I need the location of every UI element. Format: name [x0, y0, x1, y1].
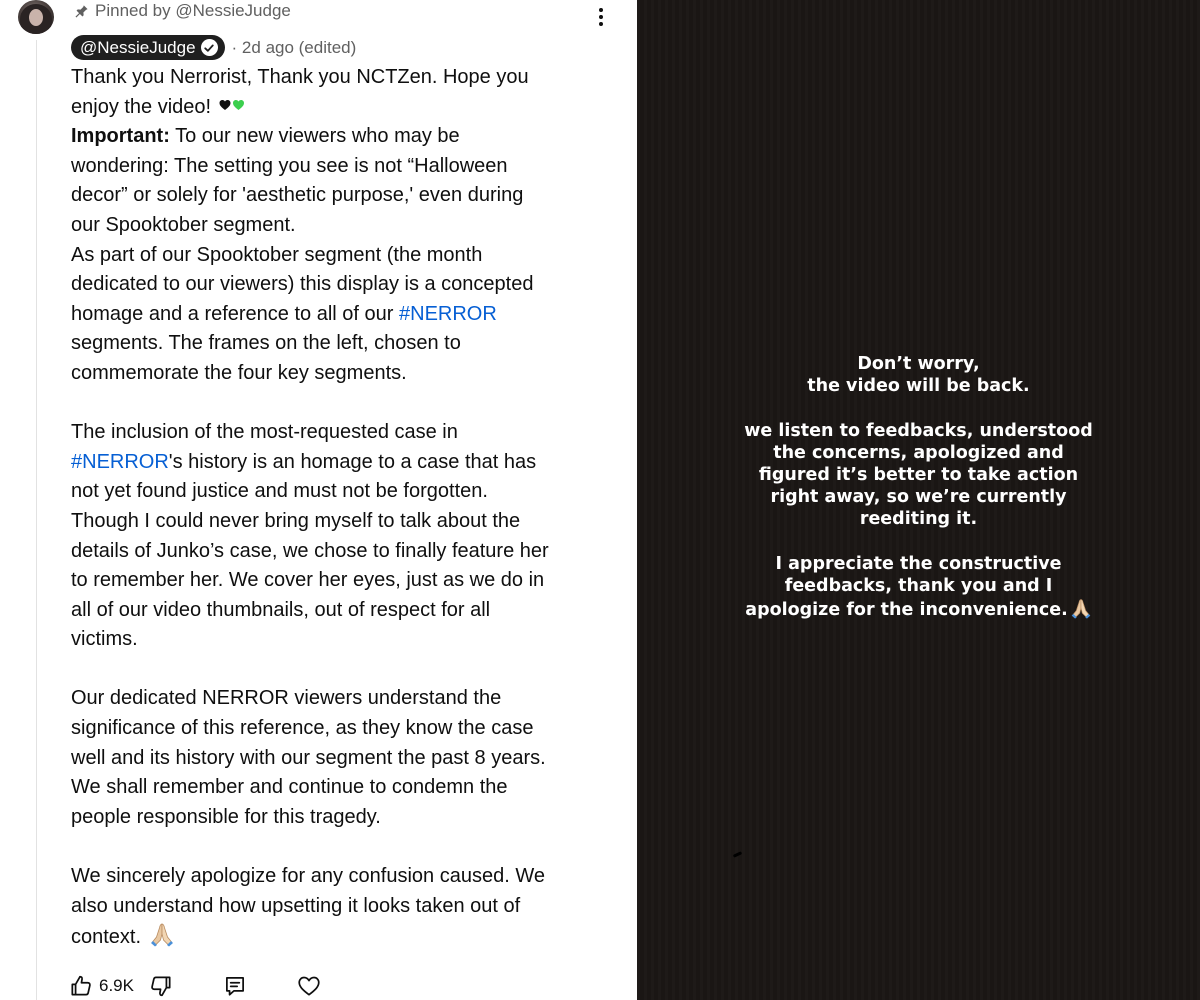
comment-line	[71, 93, 611, 123]
comment-line	[71, 596, 611, 626]
comment-line	[71, 329, 611, 359]
comment-line	[71, 803, 611, 833]
comment-line	[71, 773, 611, 803]
text-segment: context.	[71, 926, 147, 949]
story-line: right away, so we’re currently	[770, 487, 1067, 508]
text-segment: commemorate the four key segments.	[71, 361, 407, 384]
pin-icon	[74, 4, 89, 19]
story-panel	[637, 0, 1200, 1000]
comment-line	[71, 152, 611, 182]
reply-button[interactable]	[222, 973, 248, 999]
author-row	[71, 35, 356, 60]
text-segment: The inclusion of the most-requested case in	[71, 421, 458, 444]
comment-line	[71, 684, 611, 714]
text-segment: enjoy the video!	[71, 95, 217, 118]
comment-line	[71, 921, 611, 951]
verified-check-icon	[201, 39, 218, 56]
text-segment: significance of this reference, as they know the case	[71, 717, 534, 740]
comment-line	[71, 418, 611, 448]
hashtag-link[interactable]: #NERROR	[399, 302, 497, 325]
text-segment: We shall remember and continue to condemn the	[71, 776, 508, 799]
text-segment: our Spooktober segment.	[71, 213, 296, 236]
comment-line	[71, 359, 611, 389]
text-segment: people responsible for this tragedy.	[71, 805, 381, 828]
text-segment: wondering: The setting you see is not “Halloween	[71, 154, 508, 177]
blank-line	[71, 389, 611, 419]
folded-hands-icon	[1070, 597, 1092, 619]
comment-line	[71, 181, 611, 211]
comment-line	[71, 625, 611, 655]
comment-line	[71, 507, 611, 537]
blank-line	[637, 397, 1200, 419]
thread-line	[36, 40, 37, 1000]
comment-line	[71, 241, 611, 271]
text-segment: to remember her. We cover her eyes, just as we do in	[71, 569, 545, 592]
story-line: reediting it.	[859, 509, 978, 530]
story-line: the video will be back.	[807, 376, 1030, 397]
heart-icon	[296, 973, 322, 999]
author-name: @NessieJudge	[80, 37, 196, 57]
comment-line	[71, 566, 611, 596]
text-segment: dedicated to our viewers) this display is a concepted	[71, 273, 534, 296]
story-line: I appreciate the constructive	[775, 553, 1062, 574]
author-chip[interactable]	[71, 35, 225, 60]
comment-line	[71, 744, 611, 774]
text-segment: We sincerely apologize for any confusion caused. We	[71, 865, 545, 888]
story-line: Don’t worry,	[857, 354, 980, 374]
comment-line	[71, 862, 611, 892]
comment-line	[71, 211, 611, 241]
comment-line	[71, 63, 611, 93]
text-segment: homage and a reference to all of our	[71, 302, 399, 325]
text-segment: Though I could never bring myself to talk about the	[71, 509, 521, 532]
comment-line	[71, 122, 611, 152]
text-segment: decor” or solely for 'aesthetic purpose,' even during	[71, 184, 524, 207]
pinned-indicator	[74, 0, 291, 22]
blank-line	[637, 531, 1200, 553]
bold-text: Important:	[71, 125, 170, 148]
text-segment: also understand how upsetting it looks taken out of	[71, 894, 521, 917]
folded-hands-icon	[149, 921, 175, 947]
text-segment: As part of our Spooktober segment (the month	[71, 243, 483, 266]
heart-button[interactable]	[296, 973, 322, 999]
story-line: we listen to feedbacks, understood	[744, 420, 1093, 441]
text-segment: details of Junko’s case, we chose to finally feature her	[71, 539, 549, 562]
text-segment: To our new viewers who may be	[169, 125, 460, 148]
story-line: figured it’s better to take action	[758, 464, 1079, 485]
text-segment: not yet found justice and must not be forgotten.	[71, 480, 488, 503]
text-segment: Our dedicated NERROR viewers understand the	[71, 687, 502, 710]
heart-emojis-icon	[219, 93, 245, 117]
blank-line	[71, 832, 611, 862]
comment-line	[71, 270, 611, 300]
hashtag-link[interactable]: #NERROR	[71, 450, 169, 473]
story-line: feedbacks, thank you and I	[784, 575, 1053, 596]
text-segment: segments. The frames on the left, chosen to	[71, 332, 461, 355]
story-line: the concerns, apologized and	[773, 442, 1064, 463]
text-segment: 's history is an homage to a case that has	[168, 450, 537, 473]
comment-line	[71, 714, 611, 744]
text-segment: all of our video thumbnails, out of respect for all	[71, 598, 491, 621]
text-segment: well and its history with our segment the past 8 years.	[71, 746, 546, 769]
text-segment: victims.	[71, 628, 138, 651]
thumbs-up-icon	[68, 973, 94, 999]
comment-line	[71, 448, 611, 478]
background-speck	[733, 851, 742, 858]
blank-line	[71, 655, 611, 685]
comment-line	[71, 477, 611, 507]
like-button[interactable]	[68, 973, 148, 999]
dislike-button[interactable]	[148, 973, 174, 999]
story-line: apologize for the inconvenience.	[637, 597, 1200, 619]
comment-line	[71, 300, 611, 330]
pinned-label: Pinned by @NessieJudge	[95, 1, 291, 20]
thumbs-down-icon	[148, 973, 174, 999]
like-count: 6.9K	[99, 976, 134, 995]
comment-timestamp[interactable]: · 2d ago (edited)	[231, 37, 357, 57]
avatar[interactable]	[18, 0, 54, 34]
more-options-icon[interactable]	[590, 6, 612, 28]
comment-line	[71, 892, 611, 922]
text-segment: Thank you Nerrorist, Thank you NCTZen. Hope you	[71, 66, 529, 88]
comment-text	[71, 63, 611, 951]
comment-line	[71, 537, 611, 567]
reply-icon	[222, 973, 248, 999]
comment-action-bar	[68, 972, 322, 1000]
story-message	[637, 353, 1200, 619]
